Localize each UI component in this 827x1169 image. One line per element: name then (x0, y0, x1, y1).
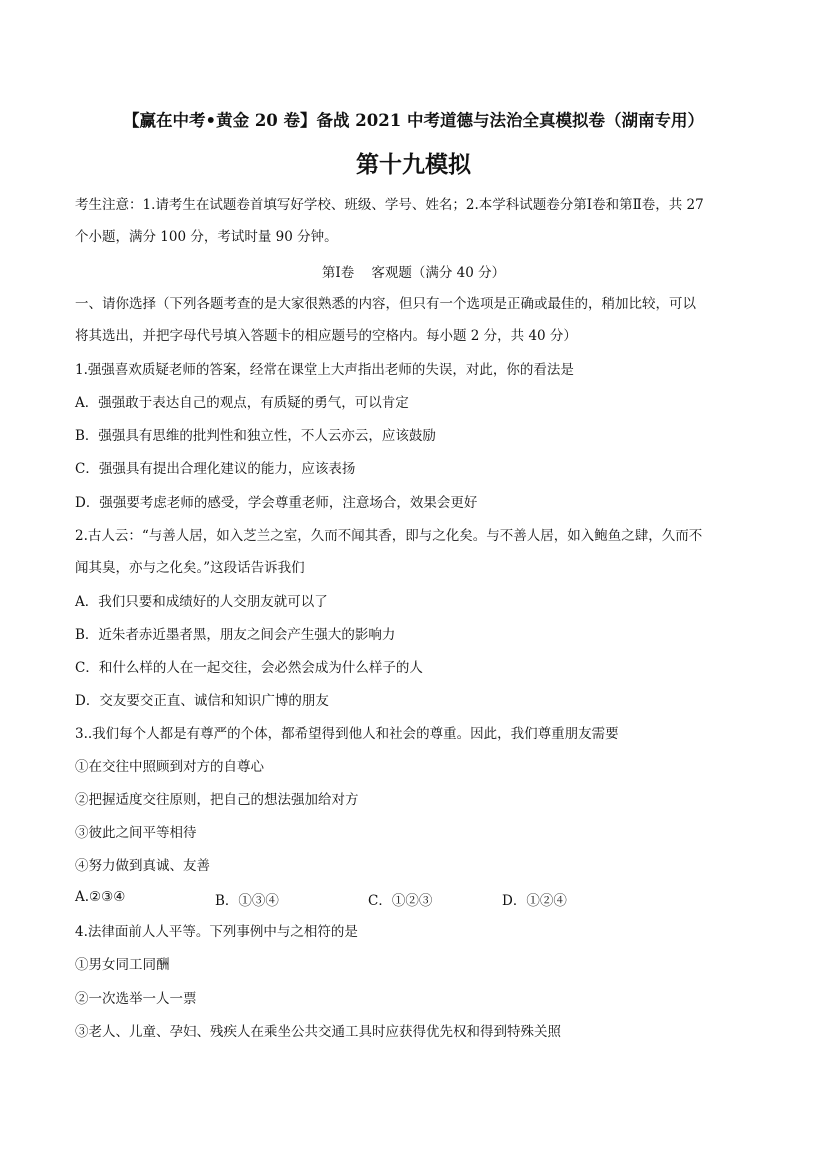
q3-option-d: D．①②④ (502, 893, 567, 909)
q3-statement-3: ③彼此之间平等相待 (75, 825, 197, 841)
q2-stem-line-1: 2.古人云：“与善人居，如入芝兰之室，久而不闻其香，即与之化矣。与不善人居，如入鲍鱼之肆，久而不 (75, 528, 703, 544)
q1-option-c: C．强强具有提出合理化建议的能力，应该表扬 (75, 461, 356, 477)
q3-option-b: B．①③④ (215, 893, 279, 909)
q2-stem-line-2: 闻其臭，亦与之化矣。”这段话告诉我们 (75, 560, 305, 576)
q1-stem: 1.强强喜欢质疑老师的答案，经常在课堂上大声指出老师的失误，对此，你的看法是 (75, 362, 574, 378)
q2-option-d: D．交友要交正直、诚信和知识广博的朋友 (75, 693, 329, 709)
q3-statement-1: ①在交往中照顾到对方的自尊心 (75, 759, 264, 775)
page-title: 第十九模拟 (356, 152, 471, 178)
q1-option-a: A．强强敢于表达自己的观点，有质疑的勇气，可以肯定 (75, 395, 409, 411)
q3-stem: 3..我们每个人都是有尊严的个体，都希望得到他人和社会的尊重。因此，我们尊重朋友需要 (75, 726, 619, 742)
q2-option-a: A．我们只要和成绩好的人交朋友就可以了 (75, 594, 328, 610)
q3-option-c: C．①②③ (368, 893, 433, 909)
q1-option-b: B．强强具有思维的批判性和独立性，不人云亦云，应该鼓励 (75, 428, 436, 444)
q4-statement-2: ②一次选举一人一票 (75, 991, 197, 1007)
q2-option-c: C．和什么样的人在一起交往，会必然会成为什么样子的人 (75, 660, 423, 676)
q3-option-a: A.②③④ (75, 889, 126, 905)
q4-stem: 4.法律面前人人平等。下列事例中与之相符的是 (75, 924, 358, 940)
notice-line-2: 个小题，满分 100 分，考试时量 90 分钟。 (75, 229, 338, 245)
q4-statement-3: ③老人、儿童、孕妇、残疾人在乘坐公共交通工具时应获得优先权和得到特殊关照 (75, 1024, 561, 1040)
notice-line-1: 考生注意：1.请考生在试题卷首填写好学校、班级、学号、姓名；2.本学科试题卷分第Ⅰ卷和第Ⅱ卷，共 27 (75, 197, 704, 213)
q4-statement-1: ①男女同工同酬 (75, 957, 170, 973)
exam-series-title: 【赢在中考•黄金 20 卷】备战 2021 中考道德与法治全真模拟卷（湖南专用） (123, 111, 704, 130)
instructions-line-2: 将其选出，并把字母代号填入答题卡的相应题号的空格内。每小题 2 分，共 40 分） (75, 328, 577, 344)
instructions-line-1: 一、请你选择（下列各题考查的是大家很熟悉的内容，但只有一个选项是正确或最佳的，稍加比较，可以 (75, 296, 696, 312)
q1-option-d: D．强强要考虑老师的感受，学会尊重老师，注意场合，效果会更好 (75, 495, 478, 511)
section-title: 第Ⅰ卷 客观题（满分 40 分） (321, 265, 506, 281)
q3-statement-2: ②把握适度交往原则，把自己的想法强加给对方 (75, 792, 359, 808)
q2-option-b: B．近朱者赤近墨者黑，朋友之间会产生强大的影响力 (75, 627, 396, 643)
q3-options-row (75, 889, 755, 909)
q3-statement-4: ④努力做到真诚、友善 (75, 858, 210, 874)
